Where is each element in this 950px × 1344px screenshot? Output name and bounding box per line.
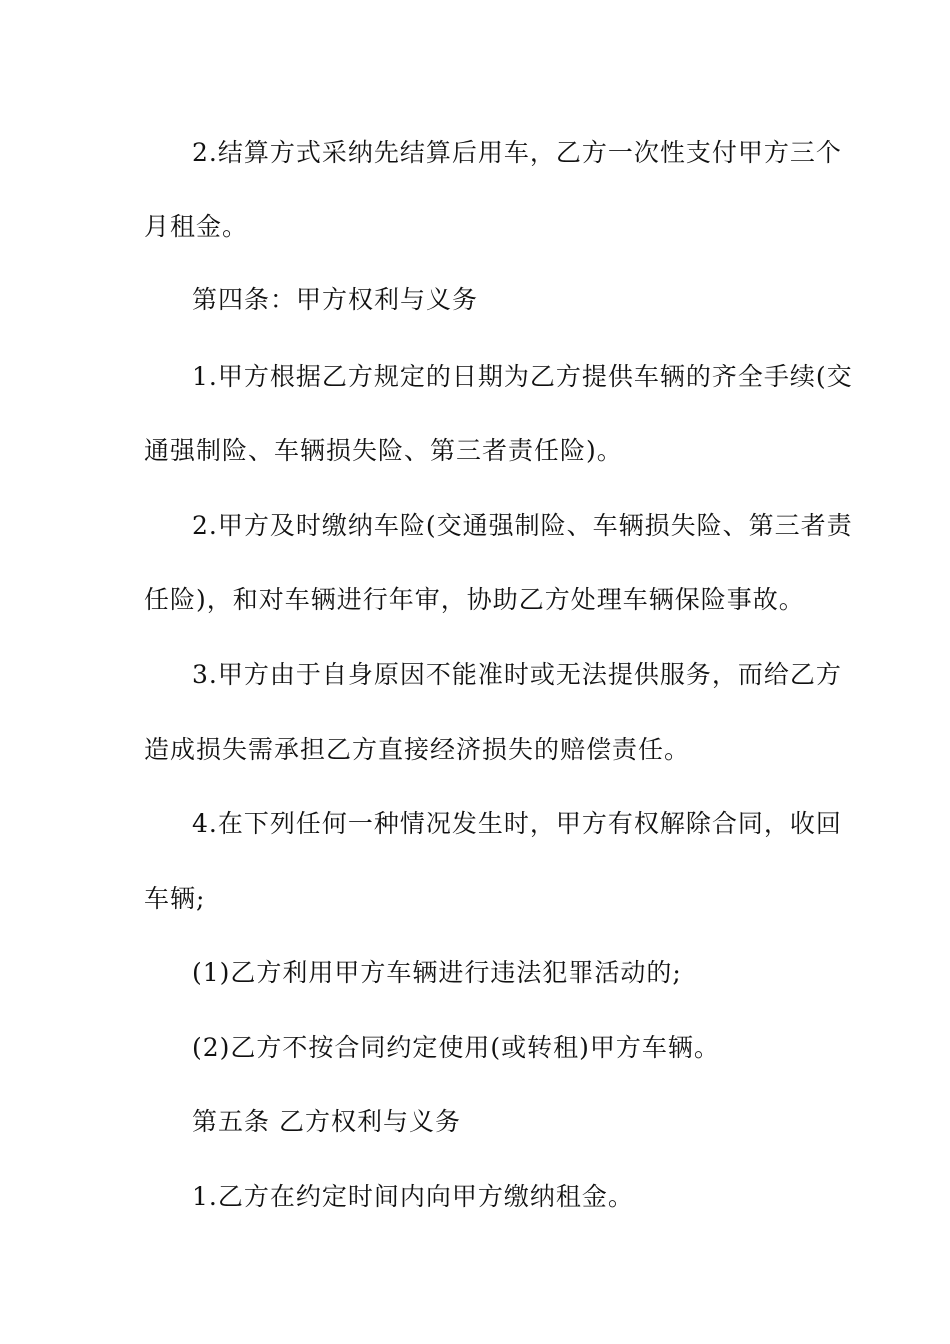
paragraph-line: 任险)，和对车辆进行年审，协助乙方处理车辆保险事故。 xyxy=(144,585,805,614)
paragraph-line: 2.甲方及时缴纳车险(交通强制险、车辆损失险、第三者责 xyxy=(192,511,853,540)
list-item: (1)乙方利用甲方车辆进行违法犯罪活动的; xyxy=(192,958,682,987)
list-item: (2)乙方不按合同约定使用(或转租)甲方车辆。 xyxy=(192,1033,720,1062)
paragraph-line: 3.甲方由于自身原因不能准时或无法提供服务，而给乙方 xyxy=(192,660,842,689)
paragraph-line: 1.乙方在约定时间内向甲方缴纳租金。 xyxy=(192,1182,634,1211)
section-heading: 第四条：甲方权利与义务 xyxy=(192,285,479,314)
paragraph-line: 车辆; xyxy=(144,884,206,913)
paragraph-line: 造成损失需承担乙方直接经济损失的赔偿责任。 xyxy=(144,735,691,764)
paragraph-line: 通强制险、车辆损失险、第三者责任险)。 xyxy=(144,436,623,465)
paragraph-line: 月租金。 xyxy=(144,212,249,241)
paragraph-line: 1.甲方根据乙方规定的日期为乙方提供车辆的齐全手续(交 xyxy=(192,362,853,391)
paragraph-line: 4.在下列任何一种情况发生时，甲方有权解除合同，收回 xyxy=(192,809,842,838)
section-heading: 第五条 乙方权利与义务 xyxy=(192,1107,461,1136)
paragraph-line: 2.结算方式采纳先结算后用车，乙方一次性支付甲方三个 xyxy=(192,138,842,167)
